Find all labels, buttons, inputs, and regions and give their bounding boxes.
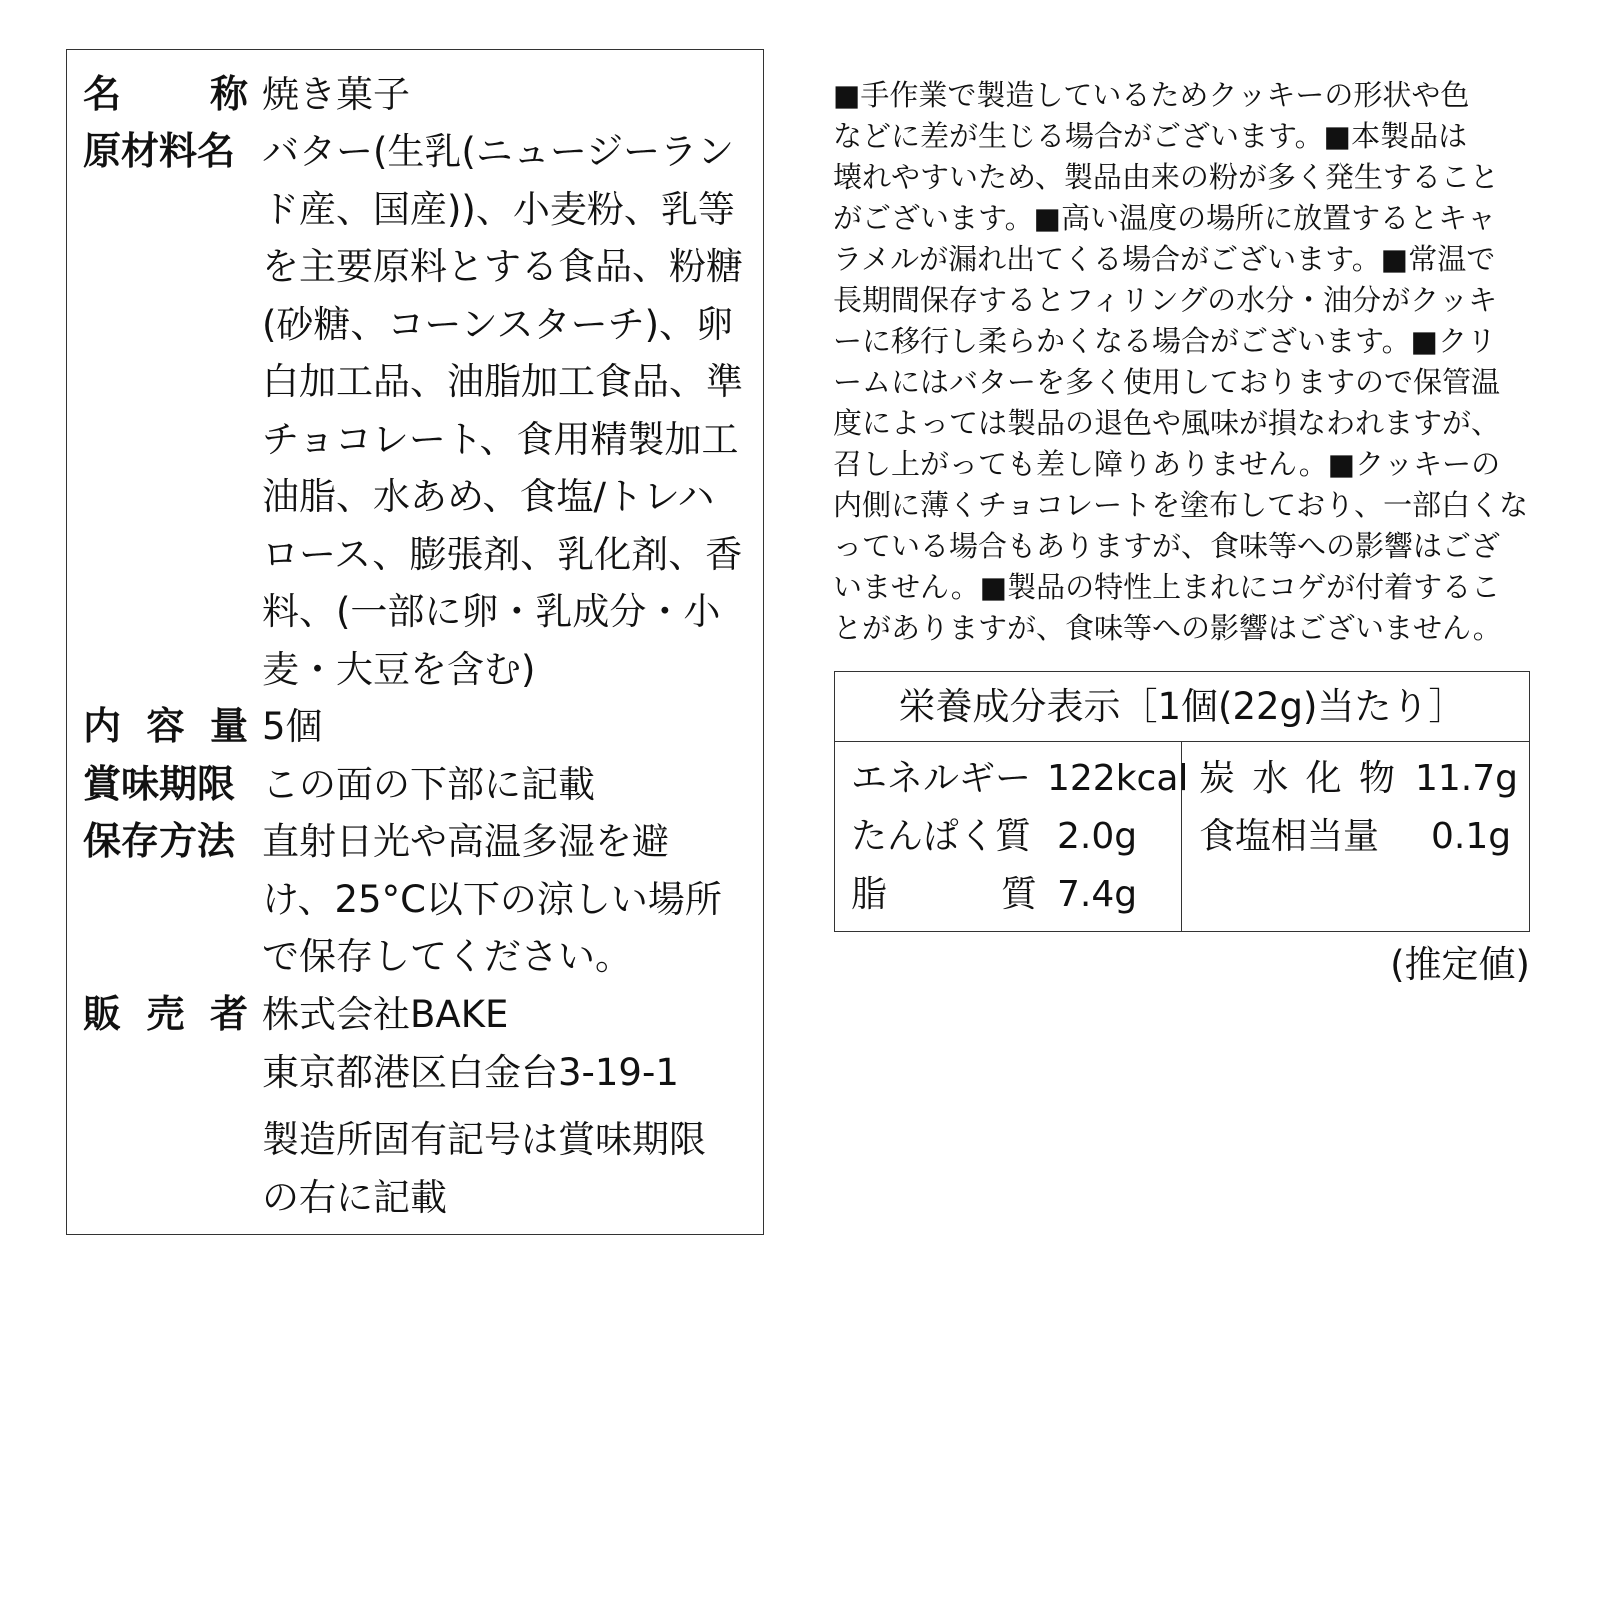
ingredients-line: ロース、膨張剤、乳化剤、香 — [262, 532, 743, 576]
notes-line: などに差が生じる場合がございます。■本製品は — [833, 119, 1468, 153]
factory-note — [262, 1111, 747, 1226]
nutrition-row-carbohydrate — [1199, 750, 1519, 808]
notes-line: ームにはバターを多く使用しておりますので保管温 — [833, 365, 1501, 399]
nutrition-row-protein — [851, 808, 1176, 866]
seller-line: 株式会社BAKE — [262, 993, 509, 1036]
product-notes — [833, 75, 1533, 649]
nutrition-name: 炭 水 化 物 — [1199, 758, 1395, 799]
ingredients-line: ド産、国産))、小麦粉、乳等 — [262, 187, 735, 231]
notes-line: っている場合もありますが、食味等への影響はござ — [833, 529, 1501, 563]
nutrition-table — [834, 671, 1530, 932]
label-value-ingredients — [262, 123, 747, 698]
ingredients-line: 麦・大豆を含む) — [262, 647, 536, 691]
nutrition-row-fat — [851, 866, 1176, 924]
nutrition-estimate-note: (推定値) — [1390, 943, 1530, 986]
nutrition-left-column — [851, 750, 1189, 924]
factory-note-line: の右に記載 — [262, 1175, 447, 1219]
ingredients-line: (砂糖、コーンスターチ)、卵 — [262, 302, 734, 346]
label-value-name: 焼き菓子 — [262, 73, 410, 116]
notes-line: ■手作業で製造しているためクッキーの形状や色 — [833, 78, 1470, 112]
notes-line: いません。■製品の特性上まれにコゲが付着するこ — [833, 570, 1501, 604]
notes-line: ラメルが漏れ出てくる場合がございます。■常温で — [833, 242, 1496, 276]
label-value-seller — [262, 986, 747, 1101]
notes-line: がございます。■高い温度の場所に放置するとキャ — [833, 201, 1497, 235]
seller-line: 東京都港区白金台3-19-1 — [262, 1050, 679, 1094]
nutrition-name: たんぱく質 — [851, 816, 1032, 857]
notes-line: 度によっては製品の退色や風味が損なわれますが、 — [833, 406, 1501, 440]
notes-line: 内側に薄くチョコレートを塗布しており、一部白くな — [833, 488, 1529, 522]
product-label-box — [66, 49, 764, 1235]
nutrition-row-energy — [851, 750, 1189, 808]
nutrition-title: 栄養成分表示［1個(22g)当たり］ — [835, 672, 1529, 742]
storage-line: 直射日光や高温多湿を避 — [262, 820, 669, 863]
storage-line: で保存してください。 — [262, 935, 632, 978]
label-value-content: 5個 — [262, 705, 323, 748]
ingredients-line: 料、(一部に卵・乳成分・小 — [262, 590, 721, 633]
label-key-content: 内 容 量 — [83, 704, 248, 748]
label-key-seller: 販 売 者 — [83, 992, 248, 1036]
ingredients-line: 白加工品、油脂加工食品、準 — [262, 360, 743, 403]
nutrition-row-salt — [1199, 808, 1515, 866]
nutrition-value: 2.0g — [1057, 816, 1138, 857]
ingredients-line: チョコレート、食用精製加工 — [262, 417, 739, 461]
factory-note-line: 製造所固有記号は賞味期限 — [262, 1118, 706, 1161]
notes-line: 長期間保存するとフィリングの水分・油分がクッキ — [833, 283, 1498, 317]
label-key-best-before: 賞味期限 — [83, 762, 236, 806]
nutrition-name: エネルギー — [851, 758, 1032, 799]
label-key-name: 名 称 — [83, 72, 248, 116]
nutrition-right-column — [1199, 750, 1519, 866]
notes-line: ーに移行し柔らかくなる場合がございます。■クリ — [833, 324, 1497, 358]
nutrition-value: 122kcal — [1047, 758, 1189, 799]
notes-line: 壊れやすいため、製品由来の粉が多く発生すること — [833, 160, 1499, 194]
nutrition-value: 11.7g — [1415, 758, 1519, 799]
label-key-ingredients: 原材料名 — [83, 129, 236, 173]
label-key-storage: 保存方法 — [83, 819, 236, 863]
nutrition-value: 0.1g — [1431, 816, 1512, 857]
notes-line: 召し上がっても差し障りありません。■クッキーの — [833, 447, 1501, 481]
ingredients-line: バター(生乳(ニュージーラン — [262, 130, 735, 173]
nutrition-value: 7.4g — [1057, 874, 1138, 915]
nutrition-name: 脂 質 — [851, 874, 1037, 915]
notes-line: とがありますが、食味等への影響はございません。 — [833, 611, 1502, 645]
storage-line: け、25°C以下の涼しい場所 — [262, 877, 722, 921]
ingredients-line: 油脂、水あめ、食塩/トレハ — [262, 475, 715, 518]
ingredients-line: を主要原料とする食品、粉糖 — [262, 245, 743, 288]
nutrition-name: 食塩相当量 — [1199, 816, 1380, 857]
label-value-best-before: この面の下部に記載 — [262, 763, 595, 806]
label-value-storage — [262, 813, 747, 986]
